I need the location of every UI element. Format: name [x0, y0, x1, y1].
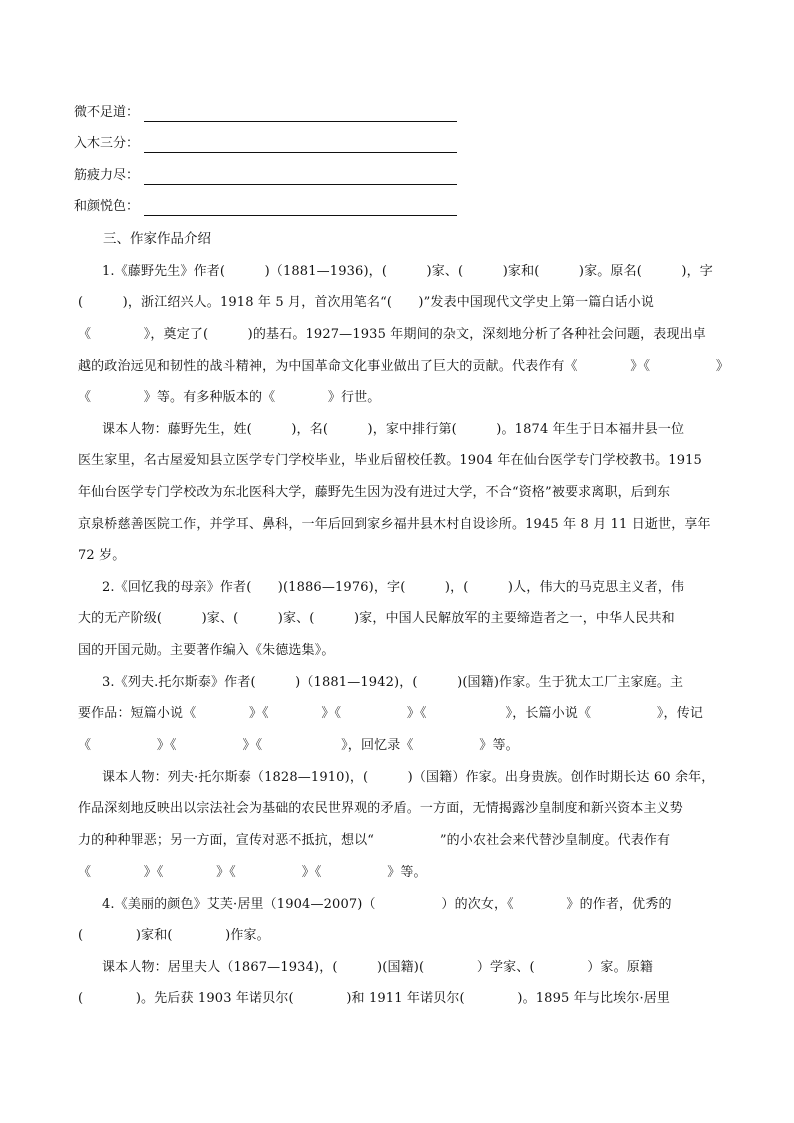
text-line: 课本人物：藤野先生，姓( )，名( )，家中排行第( )。1874 年生于日本福井县一位: [102, 422, 685, 437]
vocab-item: [74, 104, 464, 122]
answer-blank[interactable]: [144, 152, 457, 153]
answer-blank[interactable]: [144, 184, 457, 185]
text-line: 《 》《 》《 》，回忆录《 》等。: [78, 738, 519, 753]
text-line: 2.《回忆我的母亲》作者( )(1886—1976)，字( )，( )人，伟大的马克思主义者，伟: [102, 580, 685, 595]
text-line: 越的政治远见和韧性的战斗精神，为中国革命文化事业做出了巨大的贡献。代表作有《 》《 》: [78, 359, 730, 374]
text-line: 京泉桥慈善医院工作，并学耳、鼻科，一年后回到家乡福井县木村自设诊所。1945 年 8 月 11 日逝世，享年: [78, 517, 711, 532]
text-line: ( )。先后获 1903 年诺贝尔( )和 1911 年诺贝尔( )。1895 年与比埃尔·居里: [78, 991, 671, 1006]
text-line: 课本人物：居里夫人（1867—1934)，( )(国籍)( ）学家、( ）家。原籍: [102, 960, 654, 975]
text-line: 《 》等。有多种版本的《 》行世。: [78, 390, 381, 405]
vocab-item: [74, 198, 464, 216]
text-line: 课本人物：列夫·托尔斯泰（1828—1910)，( )（国籍）作家。出身贵族。创作时期长达 60 余年，: [102, 770, 715, 785]
vocab-term: 和颜悦色：: [74, 199, 140, 214]
vocab-term: 入木三分：: [74, 136, 140, 151]
text-line: 《 》，奠定了( )的基石。1927—1935 年期间的杂文，深刻地分析了各种社会问题，表现出卓: [78, 327, 706, 342]
text-line: 1.《藤野先生》作者( )（1881—1936)，( )家、( )家和( )家。原名( )，字: [102, 264, 713, 279]
text-line: 力的种种罪恶；另一方面，宣传对恶不抵抗，想以“ ”的小农社会来代替沙皇制度。代表作有: [78, 833, 671, 848]
text-line: 大的无产阶级( )家、( )家、( )家，中国人民解放军的主要缔造者之一，中华人民共和: [78, 611, 675, 626]
vocab-item: [74, 135, 464, 153]
text-line: 4.《美丽的颜色》艾芙·居里（1904—2007)（ ）的次女，《 》的作者，优秀的: [102, 897, 672, 912]
text-line: ( )家和( )作家。: [78, 928, 270, 943]
text-line: ( )，浙江绍兴人。1918 年 5 月，首次用笔名“( )”发表中国现代文学史上第一篇白话小说: [78, 295, 654, 310]
vocab-term: 微不足道：: [74, 105, 140, 120]
section-heading: 三、作家作品介绍: [103, 231, 211, 247]
vocab-term: 筋疲力尽：: [74, 168, 140, 183]
text-line: 国的开国元勋。主要著作编入《朱德选集》。: [78, 643, 335, 658]
vocab-item: [74, 167, 464, 185]
text-line: 作品深刻地反映出以宗法社会为基础的农民世界观的矛盾。一方面，无情揭露沙皇制度和新兴资本主义势: [78, 801, 683, 816]
answer-blank[interactable]: [144, 215, 457, 216]
text-line: 年仙台医学专门学校改为东北医科大学，藤野先生因为没有进过大学，不合“资格”被要求离职，后到东: [78, 485, 671, 500]
text-line: 要作品：短篇小说《 》《 》《 》《 》，长篇小说《 》，传记: [78, 706, 704, 721]
answer-blank[interactable]: [144, 121, 457, 122]
text-line: 3.《列夫.托尔斯泰》作者( )（1881—1942)，( )(国籍)作家。生于犹太工厂主家庭。主: [102, 675, 684, 690]
text-line: 72 岁。: [78, 548, 126, 563]
text-line: 《 》《 》《 》《 》等。: [78, 865, 427, 880]
text-line: 医生家里，名古屋爱知县立医学专门学校毕业，毕业后留校任教。1904 年在仙台医学专门学校教书。1915: [78, 453, 702, 468]
